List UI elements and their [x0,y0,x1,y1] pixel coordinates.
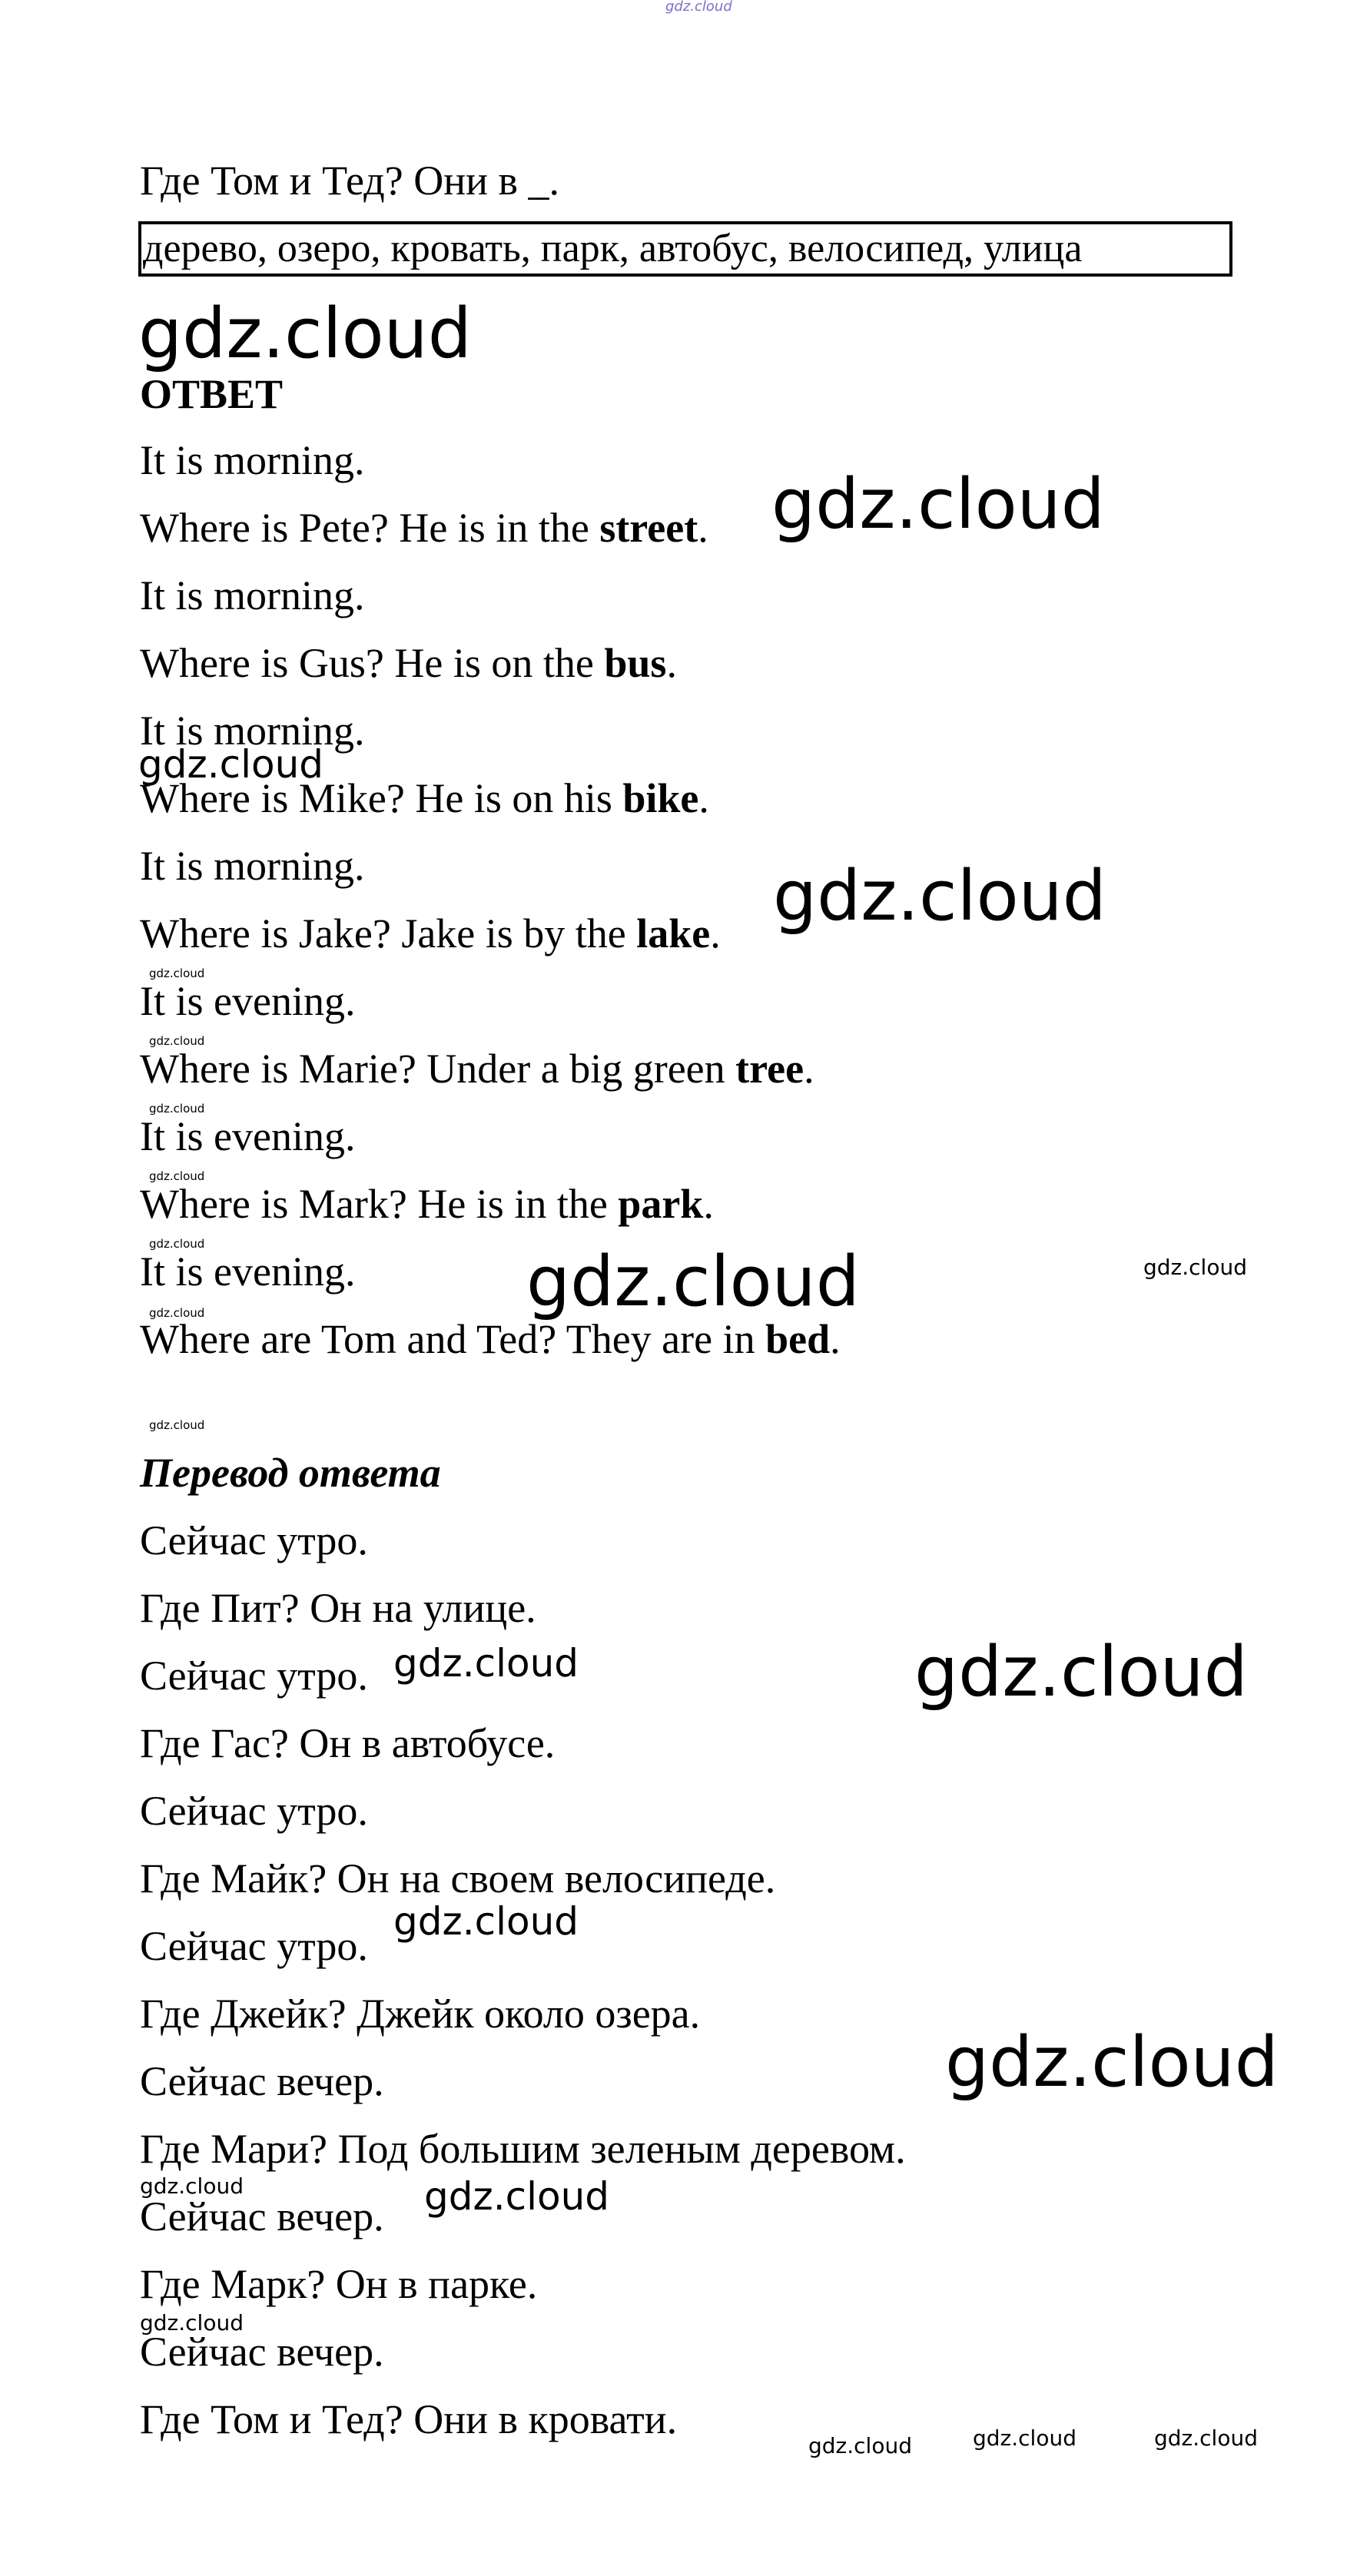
translation-line: Сейчас утро. [140,1923,368,1969]
watermark: gdz.cloud [149,1237,205,1251]
watermark: gdz.cloud [914,1632,1248,1712]
translation-line: Сейчас вечер. [140,2058,384,2104]
watermark: gdz.cloud [138,742,324,787]
word-box: дерево, озеро, кровать, парк, автобус, велосипед, улица [138,221,1232,277]
translation-heading: Перевод ответа [140,1450,441,1496]
translation-line: Сейчас вечер. [140,2329,384,2375]
answer-line: It is morning. [140,708,365,754]
answer-line: Where is Pete? He is in the street. [140,505,708,551]
watermark: gdz.cloud [149,966,205,980]
watermark: gdz.cloud [138,293,472,374]
task-line: Где Том и Тед? Они в _. [140,157,559,204]
watermark: gdz.cloud [1143,1255,1247,1280]
answer-line: It is morning. [140,572,365,618]
answer-line: Where is Marie? Under a big green tree. [140,1046,814,1092]
answer-heading: ОТВЕТ [140,371,284,417]
watermark: gdz.cloud [526,1242,860,1322]
watermark: gdz.cloud [424,2174,610,2219]
watermark: gdz.cloud [149,1306,205,1320]
answer-line: Where are Tom and Ted? They are in bed. [140,1316,841,1362]
answer-line: Where is Mike? He is on his bike. [140,775,709,821]
answer-line: It is evening. [140,978,356,1024]
watermark: gdz.cloud [149,1169,205,1183]
answer-line: It is evening. [140,1113,356,1159]
watermark: gdz.cloud [773,856,1106,937]
watermark: gdz.cloud [149,1034,205,1048]
watermark: gdz.cloud [149,1102,205,1116]
watermark: gdz.cloud [393,1899,579,1944]
watermark: gdz.cloud [393,1641,579,1686]
watermark: gdz.cloud [771,464,1105,545]
watermark: gdz.cloud [945,2022,1279,2103]
translation-line: Где Том и Тед? Они в кровати. [140,2396,678,2442]
translation-line: Где Джейк? Джейк около озера. [140,1991,701,2037]
watermark: gdz.cloud [140,2310,244,2336]
translation-line: Сейчас утро. [140,1788,368,1834]
watermark: gdz.cloud [1154,2425,1258,2451]
translation-line: Где Марк? Он в парке. [140,2261,538,2307]
answer-line: Where is Jake? Jake is by the lake. [140,910,721,956]
answer-line: It is evening. [140,1248,356,1295]
translation-line: Где Майк? Он на своем велосипеде. [140,1855,776,1901]
translation-line: Сейчас утро. [140,1517,368,1563]
translation-line: Где Пит? Он на улице. [140,1585,536,1631]
translation-line: Сейчас вечер. [140,2193,384,2239]
answer-line: Where is Mark? He is in the park. [140,1181,714,1227]
answer-line: It is morning. [140,843,365,889]
watermark: gdz.cloud [973,2425,1076,2451]
answer-line: Where is Gus? He is on the bus. [140,640,677,686]
translation-line: Где Мари? Под большим зеленым деревом. [140,2126,906,2172]
watermark: gdz.cloud [808,2433,912,2458]
watermark: gdz.cloud [140,2173,244,2199]
watermark-top: gdz.cloud [665,0,732,15]
translation-line: Сейчас утро. [140,1653,368,1699]
answer-line: It is morning. [140,437,365,483]
watermark: gdz.cloud [149,1418,205,1432]
translation-line: Где Гас? Он в автобусе. [140,1720,556,1766]
